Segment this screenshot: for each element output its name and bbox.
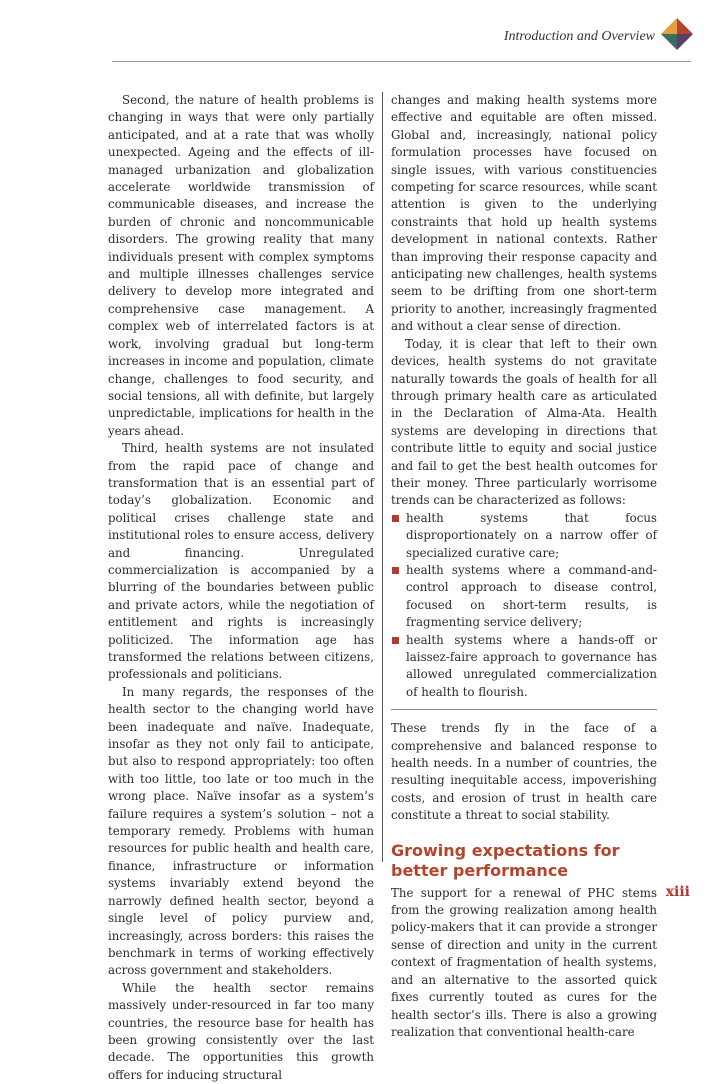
list-item: health systems where a command-and-control approach to disease control, focused on short-term results, is fragmenting service delivery;: [391, 562, 657, 632]
body-paragraph: Third, health systems are not insulated from the rapid pace of change and transformation that is an essential part of today’s globalization. Economic and political crises challenge state and institutional roles to ensure access, delivery and financing. Unregulated commercialization is accompanied by a blurring of the boundaries between public and private actors, while the negotiation of entitlement and rights is increasingly politicized. The information age has transformed the relations between citizens, professionals and politicians.: [108, 441, 374, 682]
body-paragraph: While the health sector remains massively under-resourced in far too many countries, the resource base for health has been growing consistently over the last decade. The opportunities this growth offers for inducing structural: [108, 980, 374, 1082]
list-item: health systems that focus disproportionately on a narrow offer of specialized curative care;: [391, 510, 657, 562]
logo-left-quadrant: [661, 18, 677, 34]
page-number: xiii: [665, 884, 690, 900]
body-paragraph: The support for a renewal of PHC stems from the growing realization among health policy-makers that it can provide a stronger sense of direction and unity in the current context of fragmentation of health systems, and an alternative to the assorted quick fixes currently touted as cures for the health sector’s ills. There is also a growing realization that conventional health-care: [391, 885, 657, 1039]
body-paragraph: changes and making health systems more effective and equitable are often missed. Global and, increasingly, national policy formulation processes have focused on single issues, with various constituencies competing for scarce resources, while scant attention is given to the underlying constraints that hold up health systems development in national contexts. Rather than improving their response capacity and anticipating new challenges, health systems seem to be drifting from one short-term priority to another, increasingly fragmented and without a clear sense of direction.: [391, 93, 657, 334]
body-paragraph: In many regards, the responses of the health sector to the changing world have been inadequate and naïve. Inadequate, insofar as they not only fail to anticipate, but also to respond appropriately: too often with too little, too late or too much in the wrong place. Naïve insofar as a system’s failure requires a system’s solution – not a temporary remedy. Problems with human resources for public health and health care, finance, infrastructure or information systems invariably extend beyond the narrowly defined health sector, beyond a single level of policy purview and, increasingly, across borders: this raises the benchmark in terms of working effectively across government and stakeholders.: [108, 684, 374, 978]
list-separator: [391, 709, 657, 710]
running-header: Introduction and Overview: [503, 29, 655, 44]
list-item: health systems where a hands-off or laissez-faire approach to governance has allowed unregulated commercialization of health to flourish.: [391, 632, 657, 702]
body-paragraph: These trends fly in the face of a comprehensive and balanced response to health needs. In a number of countries, the resulting inequitable access, impoverishing costs, and erosion of trust in health care constitute a threat to social stability.: [391, 721, 657, 823]
header-rule: [112, 61, 691, 62]
logo-bottom-left-quadrant: [661, 34, 677, 50]
left-column: [108, 92, 374, 1084]
section-heading: Growing expectations for better performance: [391, 840, 620, 880]
diamond-logo-icon: [661, 18, 693, 50]
logo-bottom-right-quadrant: [677, 34, 693, 50]
logo-top-quadrant: [677, 18, 693, 34]
body-paragraph: Today, it is clear that left to their own devices, health systems do not gravitate naturally towards the goals of health for all through primary health care as articulated in the Declaration of Alma-Ata. Health systems are developing in directions that contribute little to equity and social justice and fail to get the best health outcomes for their money. Three particularly worrisome trends can be characterized as follows:: [391, 336, 657, 508]
column-divider: [382, 92, 383, 862]
body-paragraph: Second, the nature of health problems is changing in ways that were only partially anticipated, and at a rate that was wholly unexpected. Ageing and the effects of ill-managed urbanization and globalization accelerate worldwide transmission of communicable diseases, and increase the burden of chronic and noncommunicable disorders. The growing reality that many individuals present with complex symptoms and multiple illnesses challenges service delivery to develop more integrated and comprehensive case management. A complex web of interrelated factors is at work, involving gradual but long-term increases in income and population, climate change, challenges to food security, and social tensions, all with definite, but largely unpredictable, implications for health in the years ahead.: [108, 93, 374, 438]
trends-list: [391, 510, 657, 701]
